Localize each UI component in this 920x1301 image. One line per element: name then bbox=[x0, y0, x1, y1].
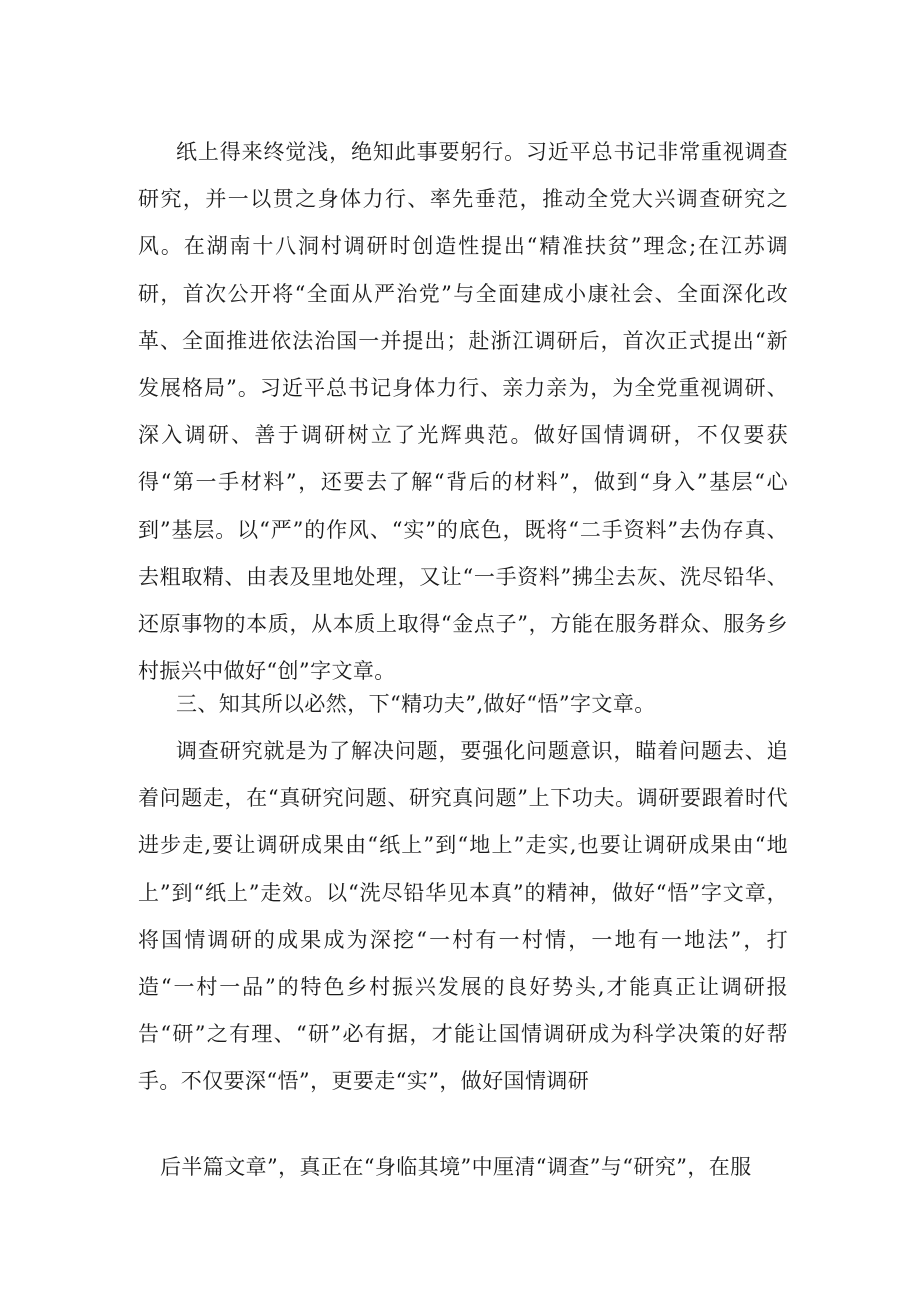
body-paragraph: 调查研究就是为了解决问题，要强化问题意识，瞄着问题去、追着问题走，在“真研究问题、研究真问题”上下功夫。调研要跟着时代进步走,要让调研成果由“纸上”到“地上”走实,也要让调研成果由“地上”到“纸上”走效。以“洗尽铅华见本真”的精神，做好“悟”字文章，将国情调研的成果成为深挖“一村有一村情，一地有一地法”，打造“一村一品”的特色乡村振兴发展的良好势头,才能真正让调研报告“研”之有理、“研”必有据，才能让国情调研成为科学决策的好帮手。不仅要深“悟”，更要走“实”，做好国情调研 bbox=[138, 739, 788, 1094]
body-paragraph: 纸上得来终觉浅，绝知此事要躬行。习近平总书记非常重视调查研究，并一以贯之身体力行、率先垂范，推动全党大兴调查研究之风。在湖南十八洞村调研时创造性提出“精准扶贫”理念;在江苏调研，首次公开将“全面从严治党”与全面建成小康社会、全面深化改革、全面推进依法治国一并提出；赴浙江调研后，首次正式提出“新发展格局”。习近平总书记身体力行、亲力亲为，为全党重视调研、深入调研、善于调研树立了光辉典范。做好国情调研，不仅要获得“第一手材料”，还要去了解“背后的材料”，做到“身入”基层“心到”基层。以“严”的作风、“实”的底色，既将“二手资料”去伪存真、去粗取精、由表及里地处理，又让“一手资料”拂尘去灰、洗尽铅华、还原事物的本质，从本质上取得“金点子”，方能在服务群众、服务乡村振兴中做好“创”字文章。 bbox=[138, 140, 788, 684]
section-heading: 三、知其所以必然，下“精功夫”,做好“悟”字文章。 bbox=[176, 692, 656, 716]
body-paragraph-continued: 后半篇文章”，真正在“身临其境”中厘清“调查”与“研究”，在服 bbox=[160, 1155, 752, 1179]
